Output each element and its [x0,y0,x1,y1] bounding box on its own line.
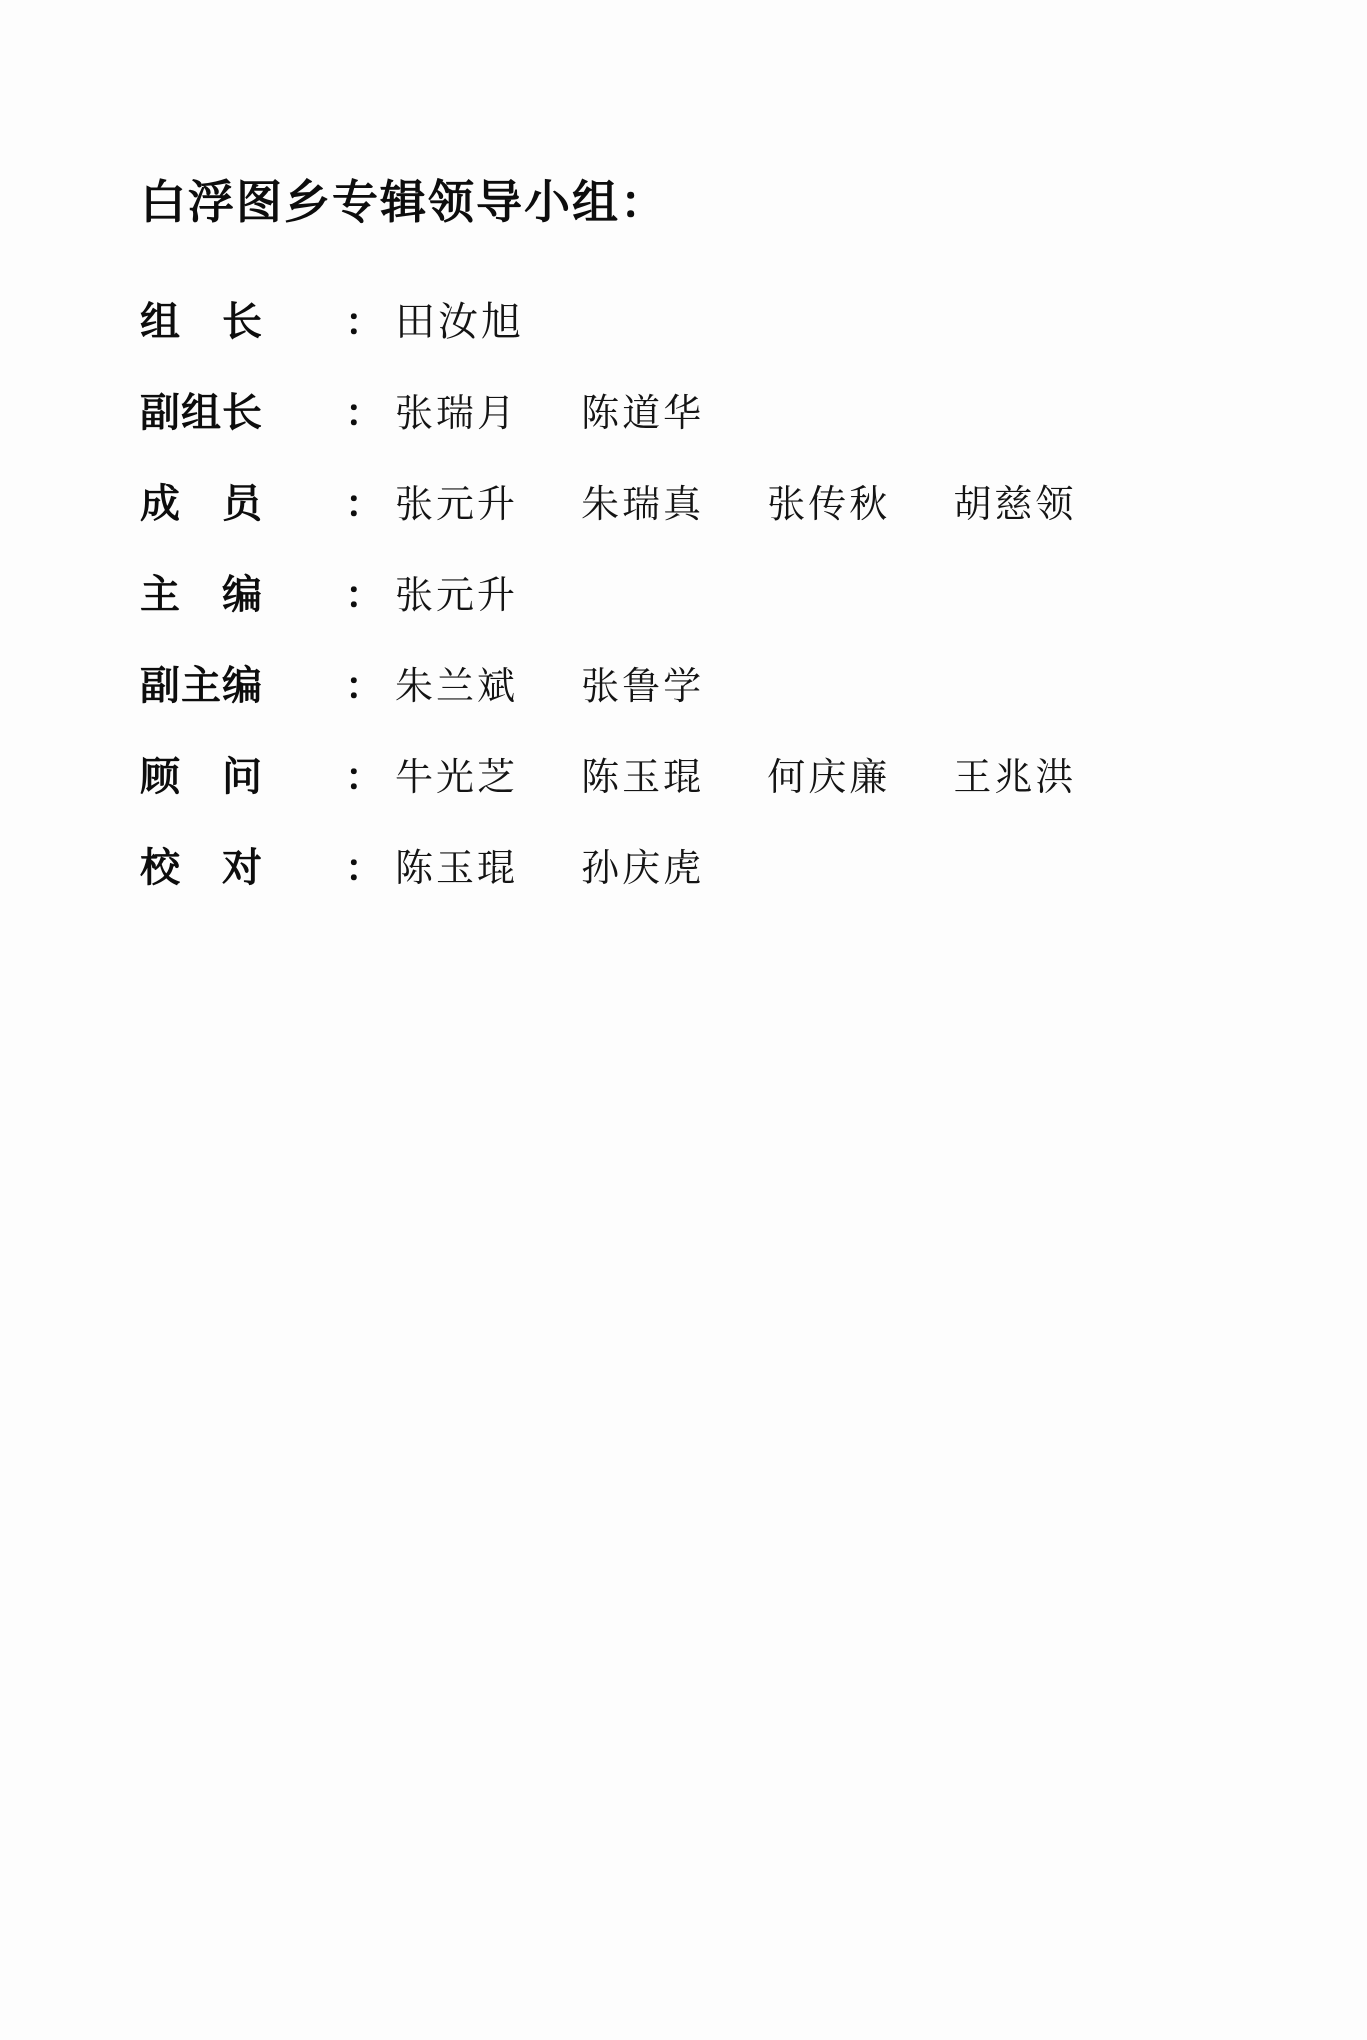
roster-name: 张鲁学 [581,664,705,709]
roster-colon: ： [345,573,384,618]
roster-name: 陈玉琨 [395,846,519,891]
roster-row [140,563,1260,620]
roster-name: 田汝旭 [395,299,525,346]
page-title: 白浮图乡专辑领导小组： [140,175,668,229]
roster-name: 陈道华 [581,391,705,436]
document-content [140,175,1260,927]
roster-colon: ： [345,482,384,527]
roster-name: 陈玉琨 [581,755,705,800]
roster-colon: ： [345,664,384,709]
roster-name: 张元升 [395,573,519,618]
roster-names [395,473,1076,528]
roster-name: 胡慈领 [953,482,1077,527]
roster-row [140,836,1260,893]
roster-names [395,837,704,892]
roster-names [395,564,518,619]
leadership-roster [140,290,1260,893]
roster-row [140,290,1260,347]
roster-role-label: 主 编 [140,572,263,619]
roster-name: 王兆洪 [953,755,1077,800]
roster-role-label: 副组长 [140,390,263,437]
roster-names [395,290,524,347]
roster-name: 朱兰斌 [395,664,519,709]
roster-colon: ： [345,846,384,891]
roster-row [140,745,1260,802]
roster-role-label: 校 对 [140,845,263,892]
roster-names [395,382,704,437]
roster-role-label: 副主编 [140,663,263,710]
roster-row [140,654,1260,711]
roster-row [140,472,1260,529]
roster-row [140,381,1260,438]
roster-role-label: 顾 问 [140,754,263,801]
roster-colon: ： [345,391,384,436]
roster-name: 何庆廉 [767,755,891,800]
roster-name: 张瑞月 [395,391,519,436]
roster-name: 牛光芝 [395,755,519,800]
roster-colon: ： [345,755,384,800]
roster-role-label: 成 员 [140,481,263,528]
roster-name: 张传秋 [767,482,891,527]
roster-role-label: 组 长 [140,299,263,346]
roster-name: 孙庆虎 [581,846,705,891]
roster-name: 张元升 [395,482,519,527]
roster-names [395,655,704,710]
roster-names [395,746,1076,801]
roster-colon: ： [345,300,384,345]
roster-name: 朱瑞真 [581,482,705,527]
